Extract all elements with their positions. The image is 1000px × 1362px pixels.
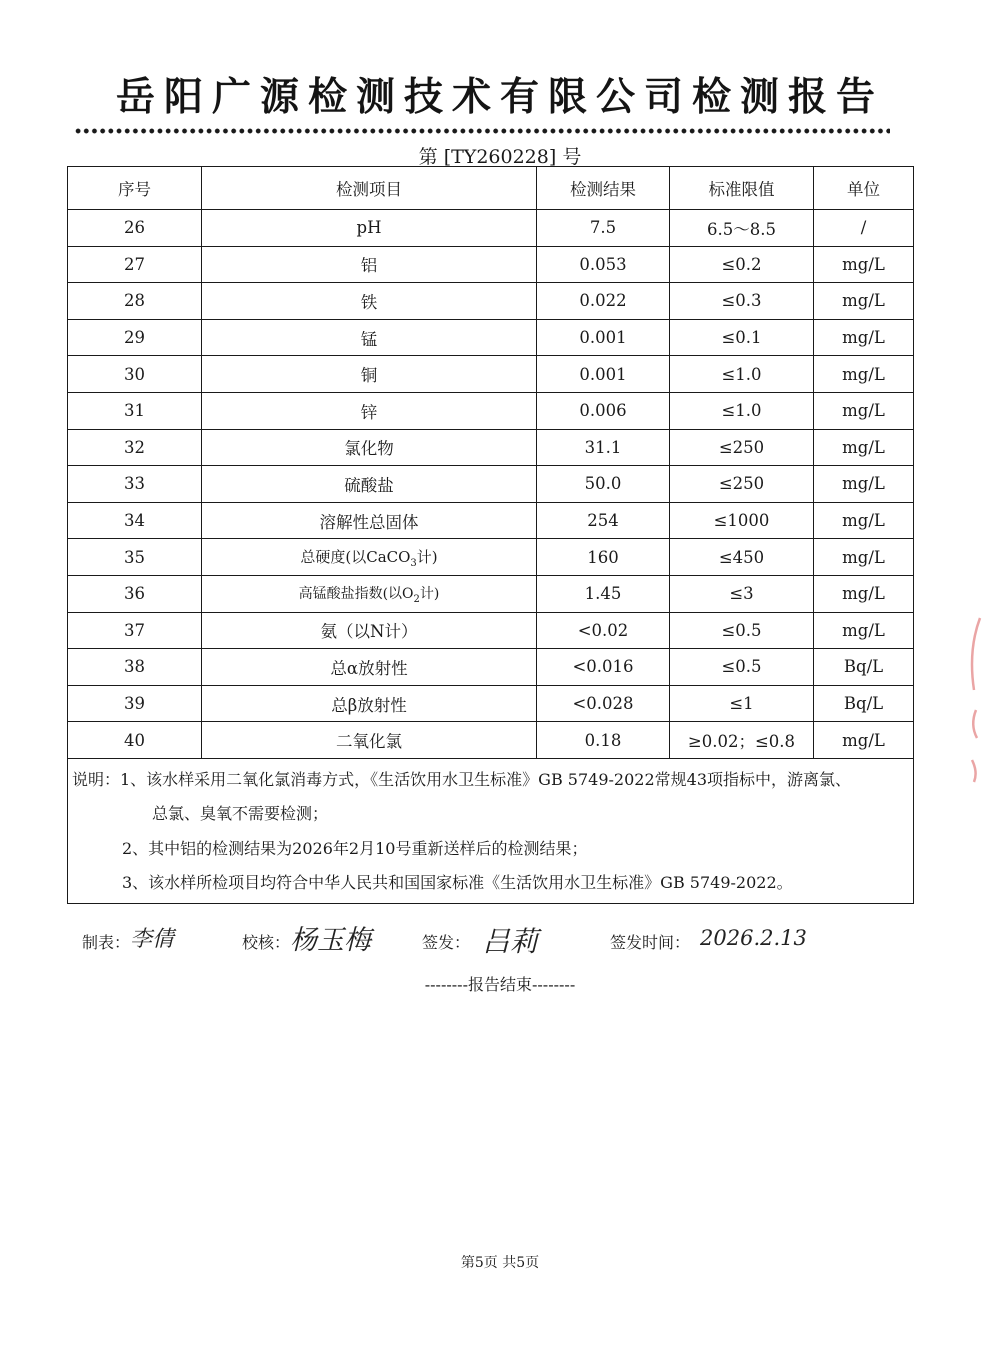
table-row [68,649,914,686]
table-row [68,502,914,539]
item-text: 高锰酸盐指数(以O [298,585,414,602]
cell-unit: mg/L [814,283,914,320]
cell-limit: ≤250 [670,429,814,466]
cell-result: 31.1 [537,429,670,466]
table-row [68,319,914,356]
cell-unit: / [814,210,914,247]
cell-item [202,575,537,612]
cell-item: 锌 [202,392,537,429]
cell-no: 33 [68,466,202,503]
cell-result: 254 [537,502,670,539]
cell-limit: ≤250 [670,466,814,503]
results-table [67,166,914,904]
cell-unit: mg/L [814,392,914,429]
cell-unit: mg/L [814,575,914,612]
cell-unit: Bq/L [814,649,914,686]
cell-item: 铝 [202,246,537,283]
cell-limit: ≤0.5 [670,612,814,649]
checked-label: 校核： [242,933,291,952]
cell-item: pH [202,210,537,247]
cell-item: 氯化物 [202,429,537,466]
cell-item: 锰 [202,319,537,356]
cell-item [202,539,537,576]
cell-limit: ≤0.3 [670,283,814,320]
report-number-prefix: 第 [418,146,438,168]
cell-result: 0.053 [537,246,670,283]
cell-unit: mg/L [814,356,914,393]
cell-no: 29 [68,319,202,356]
report-number-suffix: 号 [562,146,582,168]
cell-unit: mg/L [814,466,914,503]
page-number: 第5页 共5页 [460,1255,540,1271]
note-line: 说明：1、该水样采用二氧化氯消毒方式，《生活饮用水卫生标准》GB 5749-2022常规43项指标中，游离氯、 [72,769,852,789]
item-text: 总硬度(以CaCO [300,547,411,566]
report-end: --------报告结束-------- [424,975,576,994]
header-result: 检测结果 [537,167,670,210]
cell-item: 二氧化氯 [202,722,537,759]
cell-limit: 6.5～8.5 [670,210,814,247]
table-row [68,685,914,722]
note-line: 2、其中铝的检测结果为2026年2月10号重新送样后的检测结果； [122,838,588,858]
issue-date: 2026.2.13 [700,926,807,950]
cell-limit: ≤1.0 [670,392,814,429]
cell-item: 铜 [202,356,537,393]
cell-no: 31 [68,392,202,429]
prepared-signature: 李倩 [130,927,175,952]
report-number [0,142,1000,169]
cell-result: 0.022 [537,283,670,320]
note-line: 3、该水样所检项目均符合中华人民共和国国家标准《生活饮用水卫生标准》GB 5749-2022。 [122,873,793,893]
cell-no: 26 [68,210,202,247]
cell-limit: ≤1 [670,685,814,722]
cell-result: 160 [537,539,670,576]
cell-unit: Bq/L [814,685,914,722]
table-row [68,392,914,429]
prepared-label: 制表： [82,933,131,952]
table-row [68,575,914,612]
cell-result: <0.02 [537,612,670,649]
header-item: 检测项目 [202,167,537,210]
table-row [68,210,914,247]
table-row [68,539,914,576]
cell-limit: ≤0.1 [670,319,814,356]
issued-label: 签发： [422,933,471,952]
table-row [68,246,914,283]
cell-no: 36 [68,575,202,612]
cell-limit: ≤0.2 [670,246,814,283]
cell-unit: mg/L [814,246,914,283]
header-limit: 标准限值 [670,167,814,210]
cell-no: 34 [68,502,202,539]
cell-unit: mg/L [814,502,914,539]
note-line: 总氯、臭氧不需要检测； [152,804,329,824]
cell-limit: ≤450 [670,539,814,576]
header-no: 序号 [68,167,202,210]
table-row [68,722,914,759]
cell-item: 溶解性总固体 [202,502,537,539]
issued-signature: 吕莉 [482,925,539,958]
cell-no: 30 [68,356,202,393]
cell-item: 氨（以N计） [202,612,537,649]
cell-no: 38 [68,649,202,686]
item-text: 计) [419,585,440,602]
cell-item: 总β放射性 [202,685,537,722]
item-subscript: 2 [413,593,420,605]
cell-result: 0.001 [537,356,670,393]
report-title: 岳阳广源检测技术有限公司检测报告 [115,75,884,120]
signature-line [0,920,1000,960]
cell-limit: ≤1.0 [670,356,814,393]
table-header-row [68,167,914,210]
dotted-divider [74,127,890,135]
cell-result: 7.5 [537,210,670,247]
cell-no: 32 [68,429,202,466]
cell-result: 0.006 [537,392,670,429]
table-row [68,612,914,649]
cell-limit: ≤1000 [670,502,814,539]
checked-signature: 杨玉梅 [290,925,371,956]
cell-unit: mg/L [814,429,914,466]
date-label: 签发时间： [610,933,691,952]
cell-result: 1.45 [537,575,670,612]
cell-unit: mg/L [814,722,914,759]
cell-limit: ≤0.5 [670,649,814,686]
table-row [68,356,914,393]
cell-unit: mg/L [814,539,914,576]
cell-item: 硫酸盐 [202,466,537,503]
cell-no: 40 [68,722,202,759]
item-subscript: 3 [410,557,417,569]
notes-cell [68,758,914,903]
report-number-value: [TY260228] [443,146,557,168]
notes-row [68,758,914,903]
cell-no: 35 [68,539,202,576]
item-text: 计) [416,547,438,566]
seal-stamp-edge [962,610,984,790]
cell-no: 39 [68,685,202,722]
cell-item: 总α放射性 [202,649,537,686]
cell-item: 铁 [202,283,537,320]
cell-limit: ≥0.02；≤0.8 [670,722,814,759]
cell-no: 28 [68,283,202,320]
cell-result: 0.18 [537,722,670,759]
cell-no: 37 [68,612,202,649]
cell-unit: mg/L [814,319,914,356]
cell-limit: ≤3 [670,575,814,612]
cell-result: <0.016 [537,649,670,686]
cell-result: <0.028 [537,685,670,722]
cell-unit: mg/L [814,612,914,649]
cell-result: 50.0 [537,466,670,503]
cell-result: 0.001 [537,319,670,356]
cell-no: 27 [68,246,202,283]
table-row [68,429,914,466]
table-row [68,466,914,503]
table-row [68,283,914,320]
header-unit: 单位 [814,167,914,210]
